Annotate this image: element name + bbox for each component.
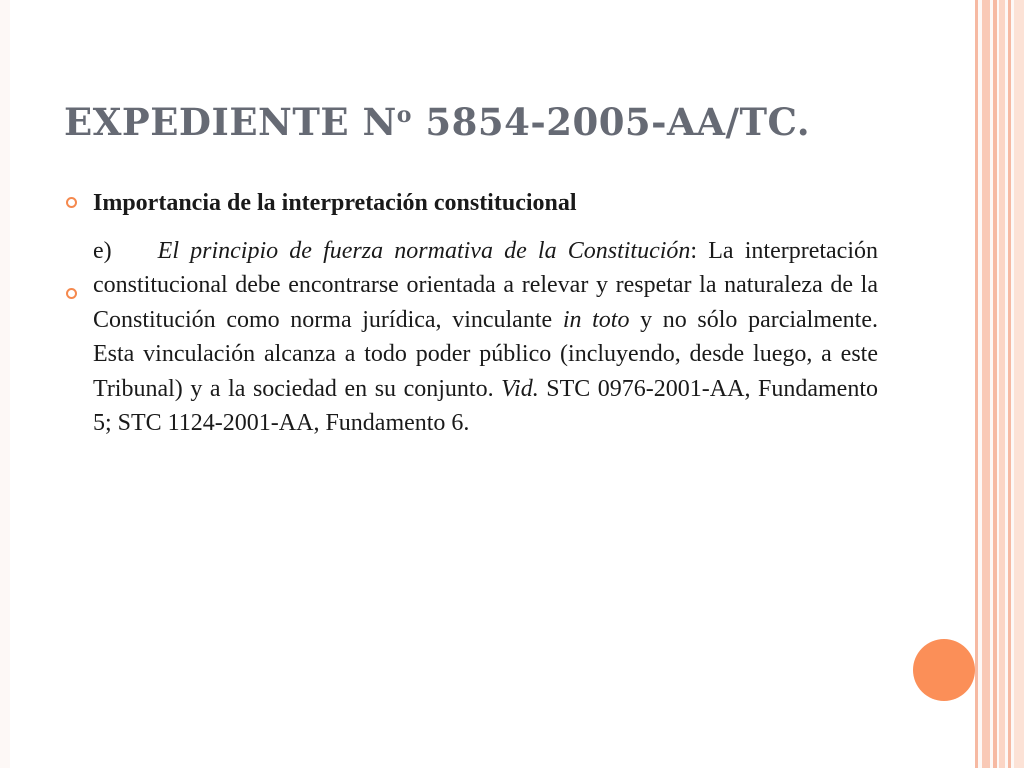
in-toto-term: in toto <box>562 306 630 333</box>
title-superscript: o <box>396 102 412 128</box>
paragraph-text-3: STC 0976-2001-AA, Fundamento 5; STC 1124-2001-AA, Fundamento 6. <box>93 375 878 437</box>
slide-title <box>64 100 924 144</box>
decorative-stripe <box>999 0 1005 768</box>
bullet-label: e) <box>93 238 112 264</box>
bullet-item <box>64 234 878 440</box>
title-main: EXPEDIENTE N <box>64 100 397 144</box>
bullet-circle-icon <box>66 197 77 208</box>
decorative-stripe <box>1014 0 1024 768</box>
decorative-stripe <box>982 0 990 768</box>
decorative-stripe <box>1008 0 1011 768</box>
colon: : <box>690 238 698 264</box>
vid-term: Vid. <box>501 375 539 402</box>
bullet-paragraph <box>93 234 878 440</box>
bullet-list <box>64 186 878 440</box>
paragraph-text-1: La interpretación constitucional debe encontrarse orientada a relevar y respetar la naturaleza de la Constitución como norma jurídica, vinculante <box>93 238 878 333</box>
bullet-circle-icon <box>66 288 77 299</box>
bullet-item <box>64 186 878 220</box>
decorative-circle <box>913 639 975 701</box>
title-number: 5854-2005-AA/TC. <box>411 100 811 144</box>
decorative-stripe <box>993 0 997 768</box>
paragraph-text-2: y no sólo parcialmente. Esta vinculación alcanza a todo poder público (incluyendo, desde luego, a este Tribunal) y a la sociedad en su conjunto. <box>93 306 878 402</box>
principle-title: El principio de fuerza normativa de la Constitución <box>157 238 691 264</box>
bullet-heading: Importancia de la interpretación constitucional <box>93 190 577 216</box>
